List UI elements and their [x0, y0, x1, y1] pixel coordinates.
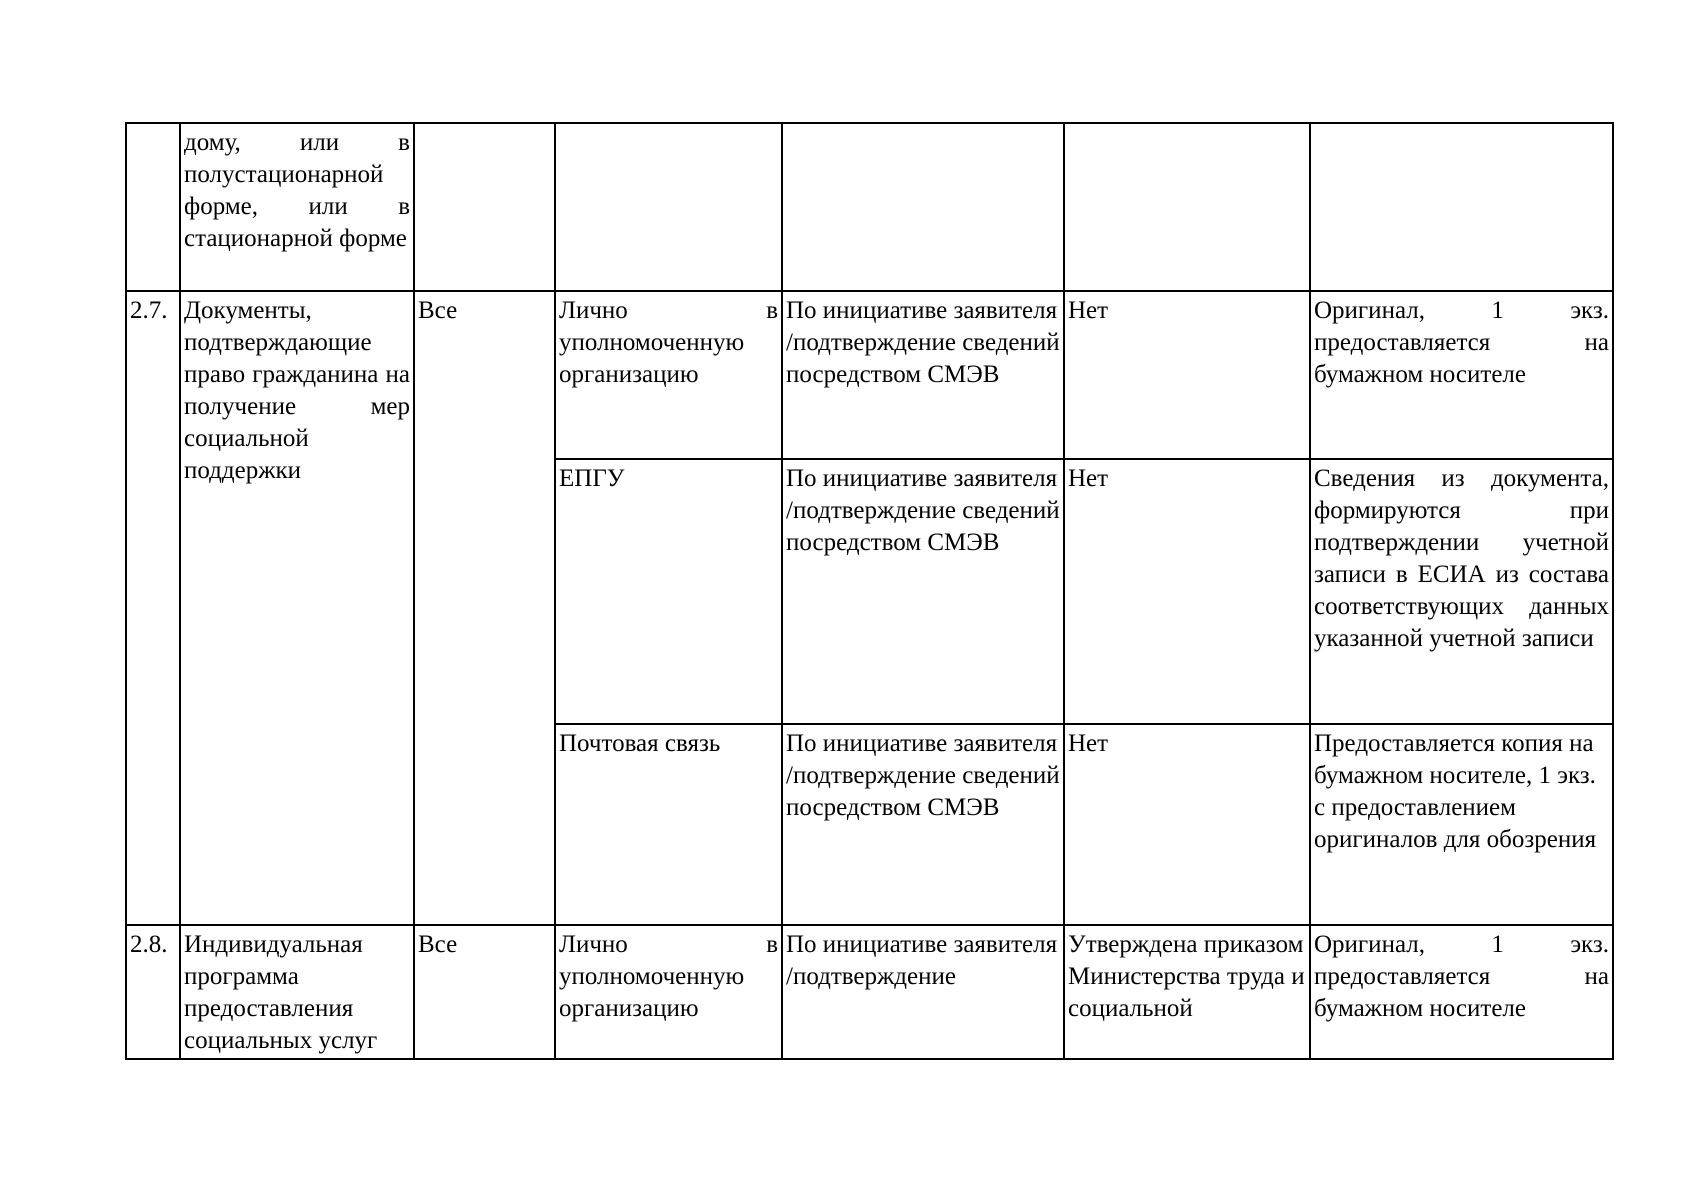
method-text: ЕПГУ	[559, 465, 625, 492]
cell-form	[1310, 724, 1613, 925]
requirement-text: Утверждена приказом Министерства труда и социальной	[1068, 931, 1305, 1022]
form-text: Предоставляется копия на бумажном носителе, 1 экз. с предоставлением оригиналов для обозрения	[1314, 730, 1597, 853]
cell-category	[414, 925, 555, 1059]
requirement-text: Нет	[1068, 297, 1109, 324]
method-text: Лично в уполномоченную организацию	[559, 931, 778, 1022]
form-text: Оригинал, 1 экз. предоставляется на бумажном носителе	[1314, 297, 1609, 388]
document-name-text: Индивидуальная программа предоставления социальных услуг	[184, 931, 378, 1054]
cell-basis	[782, 724, 1064, 925]
basis-text: По инициативе заявителя /подтверждение сведений посредством СМЭВ	[786, 465, 1060, 556]
cell-form	[1310, 459, 1613, 724]
row-number: 2.8.	[130, 931, 168, 958]
cell-document-name	[180, 925, 414, 1059]
cell-requirement	[1064, 925, 1310, 1059]
document-name-text: Документы, подтверждающие право гражданина на получение мер социальной поддержки	[184, 297, 410, 484]
cell-document-name	[180, 123, 414, 291]
form-text: Оригинал, 1 экз. предоставляется на бумажном носителе	[1314, 931, 1609, 1022]
table-row-continuation	[126, 123, 1613, 291]
requirement-text: Нет	[1068, 465, 1109, 492]
cell-requirement	[1064, 123, 1310, 291]
cell-document-name	[180, 291, 414, 925]
cell-form	[1310, 291, 1613, 459]
cell-basis	[782, 459, 1064, 724]
cell-form	[1310, 123, 1613, 291]
cell-number	[126, 925, 180, 1059]
table-row-2-8	[126, 925, 1613, 1059]
cell-number	[126, 291, 180, 925]
basis-text: По инициативе заявителя /подтверждение	[786, 931, 1058, 990]
cell-requirement	[1064, 459, 1310, 724]
basis-text: По инициативе заявителя /подтверждение сведений посредством СМЭВ	[786, 297, 1060, 388]
row-number: 2.7.	[130, 297, 168, 324]
cell-form	[1310, 925, 1613, 1059]
method-text: Лично в уполномоченную организацию	[559, 297, 778, 388]
cell-basis	[782, 291, 1064, 459]
basis-text: По инициативе заявителя /подтверждение сведений посредством СМЭВ	[786, 730, 1060, 821]
requirement-text: Нет	[1068, 730, 1109, 757]
category-text: Все	[418, 297, 458, 324]
method-text: Почтовая связь	[559, 730, 721, 757]
cell-category	[414, 291, 555, 925]
table-row-2-7	[126, 291, 1613, 459]
cell-method	[555, 724, 782, 925]
cell-basis	[782, 925, 1064, 1059]
cell-number	[126, 123, 180, 291]
cell-requirement	[1064, 291, 1310, 459]
cell-method	[555, 291, 782, 459]
requirements-table	[125, 122, 1614, 1060]
cell-method	[555, 459, 782, 724]
cell-basis	[782, 123, 1064, 291]
cell-requirement	[1064, 724, 1310, 925]
category-text: Все	[418, 931, 458, 958]
document-name-text: дому, или в полустационарной форме, или в стационарной форме	[184, 129, 410, 252]
cell-method	[555, 925, 782, 1059]
cell-category	[414, 123, 555, 291]
form-text: Сведения из документа, формируются при подтверждении учетной записи в ЕСИА из состава соответствующих данных указанной учетной записи	[1314, 465, 1609, 652]
cell-method	[555, 123, 782, 291]
